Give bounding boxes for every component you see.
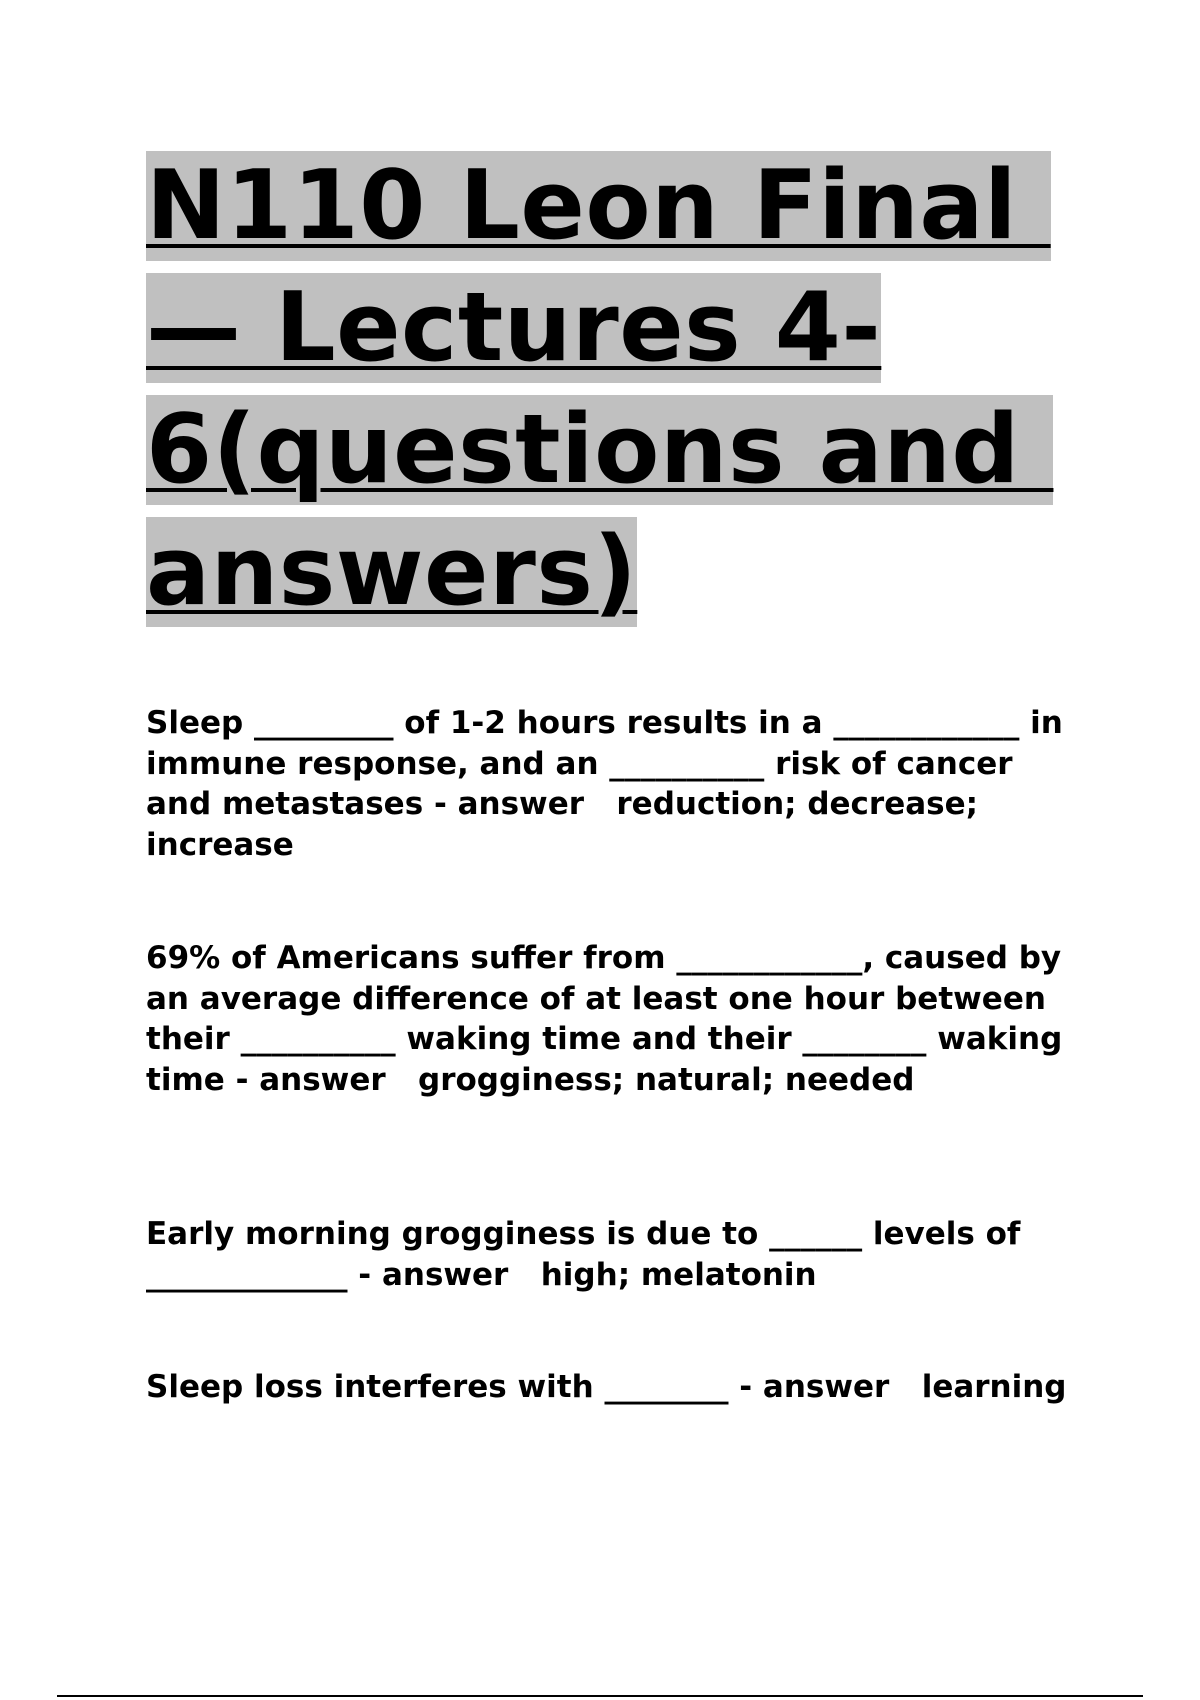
question-text: 69% of Americans suffer from ____________, caused by an average difference of at least one hour between their __________ waking time and their ________ waking time (146, 940, 1074, 1098)
question-text: Early morning grogginess is due to ______ levels of _____________ (146, 1216, 1032, 1293)
qa-entry (146, 703, 1086, 865)
question-text: Sleep _________ of 1-2 hours results in a ____________ in immune response, and an __________ risk of cancer and metastases (146, 705, 1074, 822)
qa-entry (146, 1367, 1086, 1408)
question-text: Sleep loss interferes with ________ (146, 1369, 729, 1405)
document-title (146, 145, 1086, 633)
qa-entry (146, 938, 1086, 1100)
answer-text: reduction; decrease; increase (146, 786, 989, 863)
answer-separator: - answer (739, 1369, 901, 1405)
answer-separator: - answer (235, 1061, 397, 1098)
answer-text: learning (921, 1369, 1067, 1405)
answer-separator: - answer (433, 786, 595, 822)
title-line: N110 Leon Final (146, 151, 1051, 261)
title-line: answers) (146, 517, 638, 627)
answer-text: high; melatonin (540, 1256, 817, 1293)
footer-divider (57, 1695, 1143, 1697)
answer-separator: - answer (358, 1256, 520, 1293)
title-line: 6(questions and (146, 395, 1054, 505)
answer-text: grogginess; natural; needed (418, 1061, 915, 1098)
title-line: — Lectures 4- (146, 273, 882, 383)
qa-entry (146, 1214, 1086, 1295)
